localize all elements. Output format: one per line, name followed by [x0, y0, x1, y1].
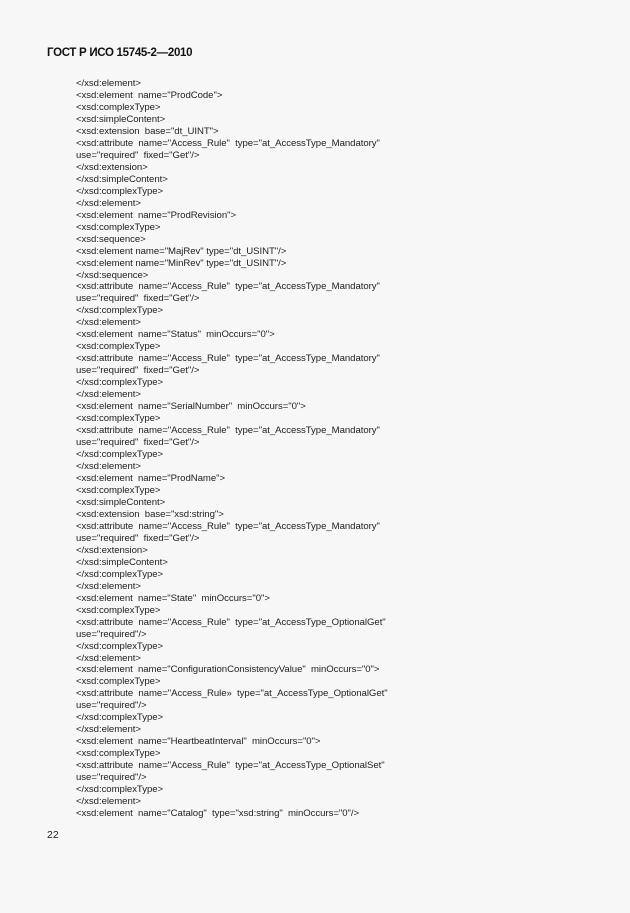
- code-line: use="required"/>: [76, 772, 147, 784]
- document-header-standard-id: ГОСТ Р ИСО 15745-2—2010: [47, 47, 193, 59]
- xsd-code-listing: [76, 78, 388, 820]
- code-line: <xsd:element name="Catalog" type="xsd:string" minOccurs="0"/>: [76, 808, 360, 820]
- code-line: </xsd:complexType>: [76, 377, 164, 389]
- code-line: </xsd:element>: [76, 652, 141, 664]
- code-line: use="required" fixed="Get"/>: [76, 149, 200, 161]
- code-line: </xsd:complexType>: [76, 305, 164, 317]
- code-line: <xsd:complexType>: [76, 676, 161, 688]
- code-line: </xsd:element>: [76, 197, 141, 209]
- code-line: <xsd:attribute name="Access_Rule» type="at_AccessType_OptionalGet": [76, 688, 388, 700]
- code-line: <xsd:attribute name="Access_Rule" type="at_AccessType_OptionalSet": [76, 760, 385, 772]
- code-line: </xsd:complexType>: [76, 449, 164, 461]
- code-line: <xsd:complexType>: [76, 101, 161, 113]
- code-line: <xsd:simpleContent>: [76, 496, 166, 508]
- code-line: <xsd:element name="ProdName">: [76, 472, 226, 484]
- code-line: </xsd:complexType>: [76, 185, 164, 197]
- code-line: </xsd:element>: [76, 724, 141, 736]
- code-line: <xsd:attribute name="Access_Rule" type="at_AccessType_Mandatory": [76, 137, 380, 149]
- code-line: <xsd:complexType>: [76, 748, 161, 760]
- code-line: <xsd:sequence>: [76, 233, 146, 245]
- code-line: use="required"/>: [76, 700, 147, 712]
- code-line: <xsd:element name="ProdCode">: [76, 89, 223, 101]
- code-line: </xsd:complexType>: [76, 640, 164, 652]
- code-line: </xsd:extension>: [76, 161, 148, 173]
- code-line: <xsd:complexType>: [76, 341, 161, 353]
- code-line: <xsd:complexType>: [76, 604, 161, 616]
- code-line: </xsd:element>: [76, 78, 141, 89]
- code-line: use="required" fixed="Get"/>: [76, 365, 200, 377]
- code-line: <xsd:complexType>: [76, 484, 161, 496]
- code-line: <xsd:attribute name="Access_Rule" type="at_AccessType_OptionalGet": [76, 616, 386, 628]
- code-line: <xsd:element name="Status" minOccurs="0">: [76, 329, 275, 341]
- code-line: </xsd:simpleContent>: [76, 556, 168, 568]
- code-line: <xsd:complexType>: [76, 413, 161, 425]
- code-line: </xsd:extension>: [76, 544, 148, 556]
- code-line: </xsd:element>: [76, 317, 141, 329]
- code-line: use="required" fixed="Get"/>: [76, 437, 200, 449]
- page-number: 22: [47, 829, 59, 841]
- code-line: <xsd:complexType>: [76, 221, 161, 233]
- code-line: </xsd:element>: [76, 389, 141, 401]
- code-line: </xsd:complexType>: [76, 568, 164, 580]
- code-line: </xsd:simpleContent>: [76, 173, 168, 185]
- code-line: <xsd:element name="State" minOccurs="0">: [76, 592, 270, 604]
- code-line: </xsd:complexType>: [76, 712, 164, 724]
- code-line: <xsd:simpleContent>: [76, 113, 166, 125]
- code-line: <xsd:attribute name="Access_Rule" type="at_AccessType_Mandatory": [76, 281, 380, 293]
- code-line: <xsd:element name="SerialNumber" minOccurs="0">: [76, 401, 306, 413]
- code-line: <xsd:element name="ConfigurationConsistencyValue" minOccurs="0">: [76, 664, 380, 676]
- code-line: <xsd:extension base="xsd:string">: [76, 508, 224, 520]
- code-line: use="required" fixed="Get"/>: [76, 532, 200, 544]
- code-line: use="required" fixed="Get"/>: [76, 293, 200, 305]
- code-line: <xsd:attribute name="Access_Rule" type="at_AccessType_Mandatory": [76, 425, 380, 437]
- code-line: <xsd:element name="MinRev" type="dt_USINT"/>: [76, 257, 287, 269]
- code-line: <xsd:element name="ProdRevision">: [76, 209, 237, 221]
- code-line: </xsd:sequence>: [76, 269, 149, 281]
- code-line: <xsd:attribute name="Access_Rule" type="at_AccessType_Mandatory": [76, 520, 380, 532]
- code-line: use="required"/>: [76, 628, 147, 640]
- code-line: </xsd:element>: [76, 580, 141, 592]
- code-line: </xsd:element>: [76, 461, 141, 472]
- code-line: <xsd:element name="HeartbeatInterval" minOccurs="0">: [76, 736, 321, 748]
- code-line: <xsd:attribute name="Access_Rule" type="at_AccessType_Mandatory": [76, 353, 380, 365]
- code-line: </xsd:complexType>: [76, 784, 164, 796]
- code-line: <xsd:element name="MajRev" type="dt_USINT"/>: [76, 245, 287, 257]
- code-line: </xsd:element>: [76, 796, 141, 808]
- code-line: <xsd:extension base="dt_UINT">: [76, 125, 219, 137]
